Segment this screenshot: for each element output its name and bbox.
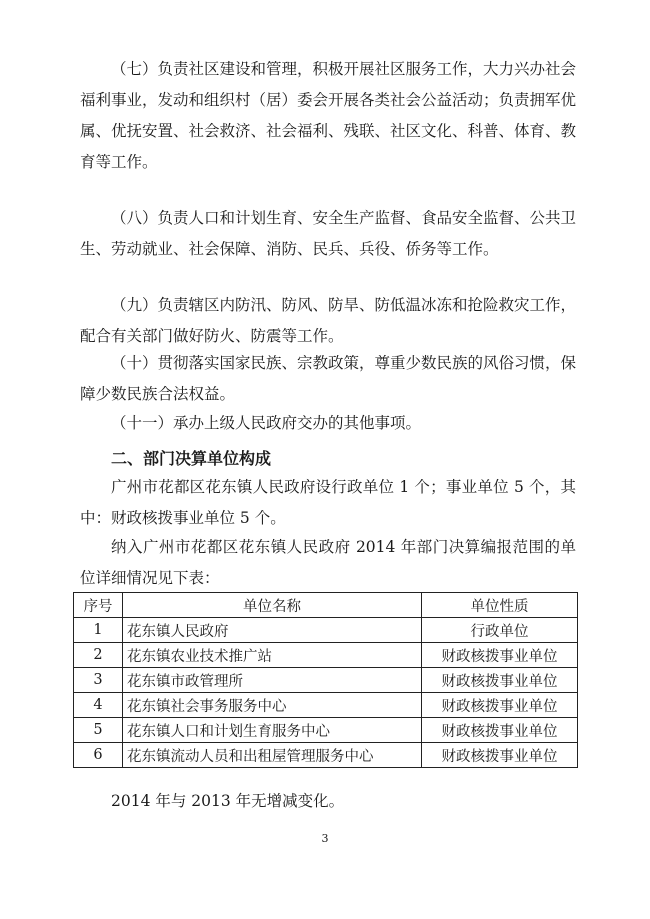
page-number: 3	[321, 832, 329, 845]
row-unit-type: 行政单位	[422, 618, 578, 643]
row-unit-name: 花东镇人民政府	[123, 618, 422, 643]
table-row	[74, 643, 578, 668]
table-row	[74, 618, 578, 643]
intro-paragraph-1: 广州市花都区花东镇人民政府设行政单位 1 个；事业单位 5 个，其中：财政核拨事业单位 5 个。	[80, 478, 576, 527]
row-unit-name: 花东镇社会事务服务中心	[123, 693, 422, 718]
paragraph-10: （十）贯彻落实国家民族、宗教政策，尊重少数民族的风俗习惯，保障少数民族合法权益。	[80, 354, 577, 403]
row-index: 2	[74, 643, 123, 668]
paragraph-11: （十一）承办上级人民政府交办的其他事项。	[111, 414, 422, 432]
row-unit-name: 花东镇农业技术推广站	[123, 643, 422, 668]
table-row	[74, 668, 578, 693]
paragraph-9: （九）负责辖区内防汛、防风、防旱、防低温冰冻和抢险救灾工作，配合有关部门做好防火、防震等工作。	[80, 296, 577, 345]
paragraph-7: （七）负责社区建设和管理，积极开展社区服务工作，大力兴办社会福利事业，发动和组织村（居）委会开展各类社会公益活动；负责拥军优属、优抚安置、社会救济、社会福利、残联、社区文化、科普、体育、教育等工作。	[80, 60, 577, 171]
header-unit-name: 单位名称	[123, 593, 422, 618]
row-unit-type: 财政核拨事业单位	[422, 643, 578, 668]
row-unit-name: 花东镇流动人员和出租屋管理服务中心	[123, 743, 422, 768]
row-unit-type: 财政核拨事业单位	[422, 693, 578, 718]
units-table	[73, 592, 578, 768]
table-row	[74, 693, 578, 718]
row-unit-type: 财政核拨事业单位	[422, 718, 578, 743]
row-index: 1	[74, 618, 123, 643]
row-unit-name: 花东镇市政管理所	[123, 668, 422, 693]
row-index: 5	[74, 718, 123, 743]
section-heading: 二、部门决算单位构成	[111, 449, 272, 468]
row-index: 6	[74, 743, 123, 768]
intro-paragraph-2: 纳入广州市花都区花东镇人民政府 2014 年部门决算编报范围的单位详细情况见下表：	[80, 538, 576, 587]
paragraph-8: （八）负责人口和计划生育、安全生产监督、食品安全监督、公共卫生、劳动就业、社会保障、消防、民兵、兵役、侨务等工作。	[80, 209, 577, 258]
table-row	[74, 743, 578, 768]
row-unit-type: 财政核拨事业单位	[422, 668, 578, 693]
row-index: 4	[74, 693, 123, 718]
header-unit-type: 单位性质	[422, 593, 578, 618]
row-unit-type: 财政核拨事业单位	[422, 743, 578, 768]
row-unit-name: 花东镇人口和计划生育服务中心	[123, 718, 422, 743]
row-index: 3	[74, 668, 123, 693]
closing-paragraph: 2014 年与 2013 年无增减变化。	[111, 792, 345, 810]
table-row	[74, 718, 578, 743]
table-header-row	[74, 593, 578, 618]
header-index: 序号	[74, 593, 123, 618]
